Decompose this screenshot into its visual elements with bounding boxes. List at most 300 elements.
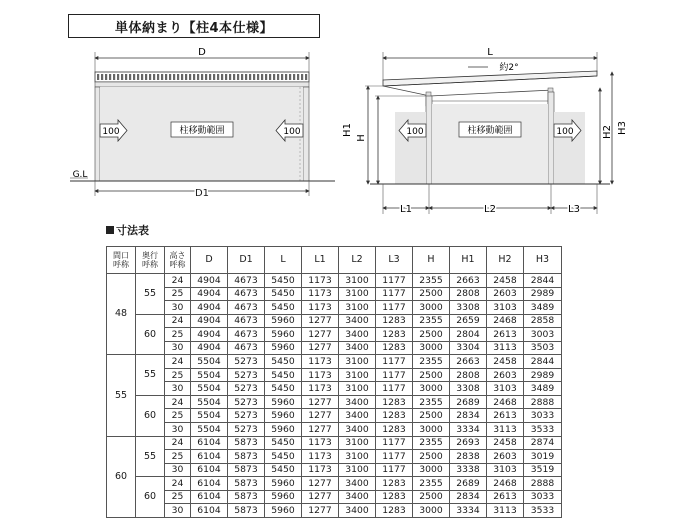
- value-cell: 3000: [413, 301, 450, 315]
- value-cell: 25: [165, 287, 191, 301]
- depth-cell: 55: [136, 274, 165, 315]
- value-cell: 24: [165, 314, 191, 328]
- value-cell: 1173: [302, 355, 339, 369]
- value-cell: 1177: [376, 463, 413, 477]
- value-cell: 30: [165, 423, 191, 437]
- value-cell: 1177: [376, 274, 413, 288]
- value-cell: 2468: [487, 395, 524, 409]
- value-cell: 24: [165, 274, 191, 288]
- value-cell: 2613: [487, 328, 524, 342]
- table-row: [107, 287, 562, 301]
- value-cell: 1277: [302, 477, 339, 491]
- fascia-slat: [305, 74, 307, 80]
- value-cell: 5450: [265, 287, 302, 301]
- value-cell: 25: [165, 368, 191, 382]
- value-cell: 25: [165, 409, 191, 423]
- value-cell: 5504: [191, 382, 228, 396]
- depth-cell: 55: [136, 355, 165, 396]
- table-row: [107, 328, 562, 342]
- value-cell: 2603: [487, 287, 524, 301]
- value-cell: 1283: [376, 504, 413, 518]
- value-cell: 2355: [413, 314, 450, 328]
- value-cell: 3334: [450, 423, 487, 437]
- value-cell: 3100: [339, 274, 376, 288]
- fascia-slat: [249, 74, 251, 80]
- value-cell: 2458: [487, 355, 524, 369]
- fascia-slat: [245, 74, 247, 80]
- value-cell: 3100: [339, 463, 376, 477]
- post-right: [303, 87, 309, 181]
- fascia-slat: [257, 74, 259, 80]
- value-cell: 2858: [524, 314, 562, 328]
- side-zone-back: [554, 112, 585, 184]
- value-cell: 2603: [487, 368, 524, 382]
- value-cell: 2663: [450, 274, 487, 288]
- width-cell: 60: [107, 436, 136, 517]
- value-cell: 3519: [524, 463, 562, 477]
- value-cell: 1283: [376, 341, 413, 355]
- value-cell: 1277: [302, 395, 339, 409]
- value-cell: 5960: [265, 490, 302, 504]
- table-row: [107, 463, 562, 477]
- value-cell: 3503: [524, 341, 562, 355]
- value-cell: 5273: [228, 382, 265, 396]
- fascia-slat: [201, 74, 203, 80]
- value-cell: 4904: [191, 287, 228, 301]
- svg-text:100: 100: [283, 127, 301, 137]
- table-body: [107, 274, 562, 518]
- value-cell: 3000: [413, 341, 450, 355]
- fascia-slat: [261, 74, 263, 80]
- value-cell: 3489: [524, 301, 562, 315]
- label-L2: L2: [484, 204, 496, 215]
- table-row: [107, 382, 562, 396]
- svg-text:100: 100: [406, 127, 424, 137]
- value-cell: 2834: [450, 490, 487, 504]
- post-left: [95, 87, 100, 181]
- value-cell: 5504: [191, 423, 228, 437]
- label-D: D: [198, 47, 206, 58]
- value-cell: 1177: [376, 301, 413, 315]
- table-header: [107, 247, 562, 274]
- value-cell: 5273: [228, 395, 265, 409]
- range-label-side: 柱移動範囲: [467, 126, 513, 136]
- value-cell: 5873: [228, 436, 265, 450]
- value-cell: 3033: [524, 490, 562, 504]
- value-cell: 1173: [302, 450, 339, 464]
- fascia-slat: [165, 74, 167, 80]
- header-cell: D1: [228, 247, 265, 274]
- value-cell: 2500: [413, 450, 450, 464]
- width-cell: 48: [107, 274, 136, 355]
- fascia-slat: [153, 74, 155, 80]
- value-cell: 3400: [339, 341, 376, 355]
- fascia-slat: [229, 74, 231, 80]
- value-cell: 1283: [376, 477, 413, 491]
- fascia-slat: [221, 74, 223, 80]
- fascia-slat: [297, 74, 299, 80]
- value-cell: 5450: [265, 463, 302, 477]
- dimension-table: [106, 246, 562, 518]
- table-row: [107, 395, 562, 409]
- value-cell: 2659: [450, 314, 487, 328]
- value-cell: 5450: [265, 355, 302, 369]
- value-cell: 4673: [228, 301, 265, 315]
- post-front: [426, 96, 432, 184]
- label-angle: 約2°: [499, 63, 519, 73]
- value-cell: 2355: [413, 477, 450, 491]
- value-cell: 2808: [450, 287, 487, 301]
- value-cell: 2355: [413, 274, 450, 288]
- carport-elevation-diagram: [0, 0, 700, 230]
- value-cell: 5273: [228, 355, 265, 369]
- fascia-slat: [113, 74, 115, 80]
- value-cell: 2689: [450, 477, 487, 491]
- fascia-slat: [269, 74, 271, 80]
- header-cell: L2: [339, 247, 376, 274]
- value-cell: 2613: [487, 490, 524, 504]
- table-row: [107, 436, 562, 450]
- value-cell: 1177: [376, 436, 413, 450]
- fascia-slat: [189, 74, 191, 80]
- fascia-slat: [277, 74, 279, 80]
- fascia-slat: [197, 74, 199, 80]
- value-cell: 2468: [487, 314, 524, 328]
- value-cell: 3113: [487, 423, 524, 437]
- value-cell: 2468: [487, 477, 524, 491]
- value-cell: 30: [165, 301, 191, 315]
- value-cell: 3100: [339, 301, 376, 315]
- fascia-slat: [181, 74, 183, 80]
- header-cell: 奥行 呼称: [136, 247, 165, 274]
- fascia-slat: [133, 74, 135, 80]
- header-cell: H1: [450, 247, 487, 274]
- header-cell: L1: [302, 247, 339, 274]
- fascia-slat: [177, 74, 179, 80]
- value-cell: 2888: [524, 477, 562, 491]
- range-label-front: 柱移動範囲: [179, 126, 225, 136]
- header-cell: L3: [376, 247, 413, 274]
- value-cell: 5960: [265, 477, 302, 491]
- value-cell: 2804: [450, 328, 487, 342]
- table-row: [107, 409, 562, 423]
- value-cell: 5450: [265, 274, 302, 288]
- value-cell: 2500: [413, 368, 450, 382]
- value-cell: 24: [165, 395, 191, 409]
- header-cell: H2: [487, 247, 524, 274]
- post-back: [548, 92, 554, 184]
- value-cell: 1173: [302, 463, 339, 477]
- value-cell: 5960: [265, 409, 302, 423]
- value-cell: 4673: [228, 341, 265, 355]
- value-cell: 5960: [265, 328, 302, 342]
- table-row: [107, 477, 562, 491]
- value-cell: 3334: [450, 504, 487, 518]
- value-cell: 1177: [376, 382, 413, 396]
- value-cell: 3100: [339, 368, 376, 382]
- table-row: [107, 314, 562, 328]
- fascia-slat: [253, 74, 255, 80]
- value-cell: 5873: [228, 504, 265, 518]
- value-cell: 3000: [413, 423, 450, 437]
- value-cell: 1277: [302, 409, 339, 423]
- value-cell: 1283: [376, 409, 413, 423]
- fascia-slat: [109, 74, 111, 80]
- fascia-slat: [145, 74, 147, 80]
- value-cell: 2458: [487, 274, 524, 288]
- front-elevation: [70, 47, 335, 199]
- value-cell: 3033: [524, 409, 562, 423]
- table-row: [107, 504, 562, 518]
- fascia-slat: [285, 74, 287, 80]
- value-cell: 3400: [339, 314, 376, 328]
- value-cell: 2888: [524, 395, 562, 409]
- value-cell: 1277: [302, 328, 339, 342]
- value-cell: 5450: [265, 382, 302, 396]
- fascia-slat: [169, 74, 171, 80]
- value-cell: 2355: [413, 395, 450, 409]
- value-cell: 5273: [228, 423, 265, 437]
- value-cell: 5960: [265, 395, 302, 409]
- value-cell: 5960: [265, 423, 302, 437]
- label-H1: H1: [342, 123, 353, 137]
- value-cell: 3400: [339, 490, 376, 504]
- value-cell: 6104: [191, 490, 228, 504]
- fascia-slat: [293, 74, 295, 80]
- value-cell: 25: [165, 328, 191, 342]
- value-cell: 1283: [376, 314, 413, 328]
- value-cell: 3113: [487, 341, 524, 355]
- fascia-slat: [217, 74, 219, 80]
- depth-cell: 60: [136, 477, 165, 518]
- side-elevation: [342, 47, 628, 215]
- fascia-slat: [125, 74, 127, 80]
- value-cell: 5504: [191, 395, 228, 409]
- value-cell: 3103: [487, 463, 524, 477]
- value-cell: 5960: [265, 314, 302, 328]
- value-cell: 5504: [191, 355, 228, 369]
- table-row: [107, 450, 562, 464]
- svg-text:100: 100: [102, 127, 120, 137]
- fascia-slat: [105, 74, 107, 80]
- table-row: [107, 341, 562, 355]
- fascia-slat: [233, 74, 235, 80]
- value-cell: 6104: [191, 463, 228, 477]
- fascia-slat: [185, 74, 187, 80]
- value-cell: 3100: [339, 436, 376, 450]
- value-cell: 30: [165, 463, 191, 477]
- value-cell: 5504: [191, 409, 228, 423]
- value-cell: 30: [165, 341, 191, 355]
- fascia-slat: [205, 74, 207, 80]
- header-cell: H: [413, 247, 450, 274]
- value-cell: 1283: [376, 490, 413, 504]
- depth-cell: 60: [136, 314, 165, 355]
- value-cell: 2844: [524, 274, 562, 288]
- value-cell: 6104: [191, 450, 228, 464]
- table-row: [107, 355, 562, 369]
- value-cell: 5960: [265, 341, 302, 355]
- value-cell: 1277: [302, 314, 339, 328]
- label-L: L: [487, 47, 493, 58]
- value-cell: 1283: [376, 423, 413, 437]
- fascia-slat: [141, 74, 143, 80]
- value-cell: 2603: [487, 450, 524, 464]
- table-row: [107, 368, 562, 382]
- value-cell: 2500: [413, 287, 450, 301]
- value-cell: 3100: [339, 287, 376, 301]
- page-title: 単体納まり【柱4本仕様】: [68, 14, 320, 38]
- value-cell: 6104: [191, 477, 228, 491]
- value-cell: 4673: [228, 287, 265, 301]
- value-cell: 5960: [265, 504, 302, 518]
- label-H2: H2: [602, 125, 613, 139]
- header-cell: D: [191, 247, 228, 274]
- fascia-slat: [273, 74, 275, 80]
- fascia-slat: [281, 74, 283, 80]
- value-cell: 5873: [228, 463, 265, 477]
- value-cell: 3003: [524, 328, 562, 342]
- value-cell: 5450: [265, 301, 302, 315]
- value-cell: 3100: [339, 450, 376, 464]
- depth-cell: 55: [136, 436, 165, 477]
- value-cell: 1277: [302, 504, 339, 518]
- value-cell: 1173: [302, 287, 339, 301]
- value-cell: 6104: [191, 504, 228, 518]
- table-row: [107, 490, 562, 504]
- value-cell: 5873: [228, 477, 265, 491]
- fascia-slat: [237, 74, 239, 80]
- section-heading: 寸法表: [106, 222, 149, 238]
- table-row: [107, 423, 562, 437]
- header-cell: H3: [524, 247, 562, 274]
- value-cell: 3100: [339, 355, 376, 369]
- value-cell: 5450: [265, 368, 302, 382]
- value-cell: 3304: [450, 341, 487, 355]
- value-cell: 2689: [450, 395, 487, 409]
- value-cell: 5273: [228, 409, 265, 423]
- value-cell: 3019: [524, 450, 562, 464]
- value-cell: 2500: [413, 490, 450, 504]
- value-cell: 3103: [487, 382, 524, 396]
- value-cell: 5273: [228, 368, 265, 382]
- value-cell: 2834: [450, 409, 487, 423]
- value-cell: 5450: [265, 450, 302, 464]
- value-cell: 3308: [450, 301, 487, 315]
- table-row: [107, 301, 562, 315]
- label-H3: H3: [617, 121, 628, 135]
- label-L3: L3: [568, 204, 580, 215]
- value-cell: 2989: [524, 368, 562, 382]
- fascia-slat: [241, 74, 243, 80]
- value-cell: 1277: [302, 423, 339, 437]
- value-cell: 1173: [302, 301, 339, 315]
- label-L1: L1: [400, 204, 412, 215]
- value-cell: 24: [165, 355, 191, 369]
- value-cell: 3000: [413, 463, 450, 477]
- value-cell: 4673: [228, 328, 265, 342]
- fascia-slat: [289, 74, 291, 80]
- value-cell: 3533: [524, 504, 562, 518]
- fascia-slat: [117, 74, 119, 80]
- value-cell: 3489: [524, 382, 562, 396]
- value-cell: 2844: [524, 355, 562, 369]
- fascia-slat: [173, 74, 175, 80]
- value-cell: 2613: [487, 409, 524, 423]
- value-cell: 3338: [450, 463, 487, 477]
- fascia-slat: [121, 74, 123, 80]
- table-row: [107, 274, 562, 288]
- fascia-slat: [213, 74, 215, 80]
- value-cell: 5504: [191, 368, 228, 382]
- value-cell: 25: [165, 450, 191, 464]
- value-cell: 2838: [450, 450, 487, 464]
- value-cell: 2458: [487, 436, 524, 450]
- value-cell: 5873: [228, 490, 265, 504]
- fascia-slat: [225, 74, 227, 80]
- header-cell: L: [265, 247, 302, 274]
- value-cell: 2989: [524, 287, 562, 301]
- value-cell: 5450: [265, 436, 302, 450]
- width-cell: 55: [107, 355, 136, 436]
- value-cell: 1173: [302, 274, 339, 288]
- value-cell: 3308: [450, 382, 487, 396]
- header-cell: 間口 呼称: [107, 247, 136, 274]
- value-cell: 2693: [450, 436, 487, 450]
- fascia-slat: [301, 74, 303, 80]
- value-cell: 3100: [339, 382, 376, 396]
- value-cell: 2500: [413, 328, 450, 342]
- label-GL: G.L: [72, 170, 88, 180]
- value-cell: 1277: [302, 341, 339, 355]
- value-cell: 3400: [339, 328, 376, 342]
- header-cell: 高さ 呼称: [165, 247, 191, 274]
- value-cell: 3103: [487, 301, 524, 315]
- value-cell: 24: [165, 436, 191, 450]
- value-cell: 4904: [191, 341, 228, 355]
- value-cell: 1177: [376, 287, 413, 301]
- fascia-slat: [137, 74, 139, 80]
- value-cell: 3400: [339, 395, 376, 409]
- svg-text:100: 100: [556, 127, 574, 137]
- value-cell: 1173: [302, 368, 339, 382]
- value-cell: 4673: [228, 274, 265, 288]
- value-cell: 2355: [413, 355, 450, 369]
- value-cell: 2874: [524, 436, 562, 450]
- value-cell: 1283: [376, 328, 413, 342]
- fascia-slat: [149, 74, 151, 80]
- value-cell: 3400: [339, 504, 376, 518]
- fascia-slat: [101, 74, 103, 80]
- value-cell: 4673: [228, 314, 265, 328]
- value-cell: 2663: [450, 355, 487, 369]
- fascia-slat: [209, 74, 211, 80]
- value-cell: 2808: [450, 368, 487, 382]
- value-cell: 3000: [413, 382, 450, 396]
- value-cell: 2500: [413, 409, 450, 423]
- depth-cell: 60: [136, 395, 165, 436]
- label-D1: D1: [194, 188, 210, 199]
- value-cell: 4904: [191, 314, 228, 328]
- fascia-slat: [157, 74, 159, 80]
- value-cell: 3000: [413, 504, 450, 518]
- value-cell: 1177: [376, 450, 413, 464]
- value-cell: 4904: [191, 274, 228, 288]
- label-H: H: [356, 134, 367, 142]
- fascia-slat: [161, 74, 163, 80]
- fascia-slat: [193, 74, 195, 80]
- roof-slope: [383, 71, 597, 86]
